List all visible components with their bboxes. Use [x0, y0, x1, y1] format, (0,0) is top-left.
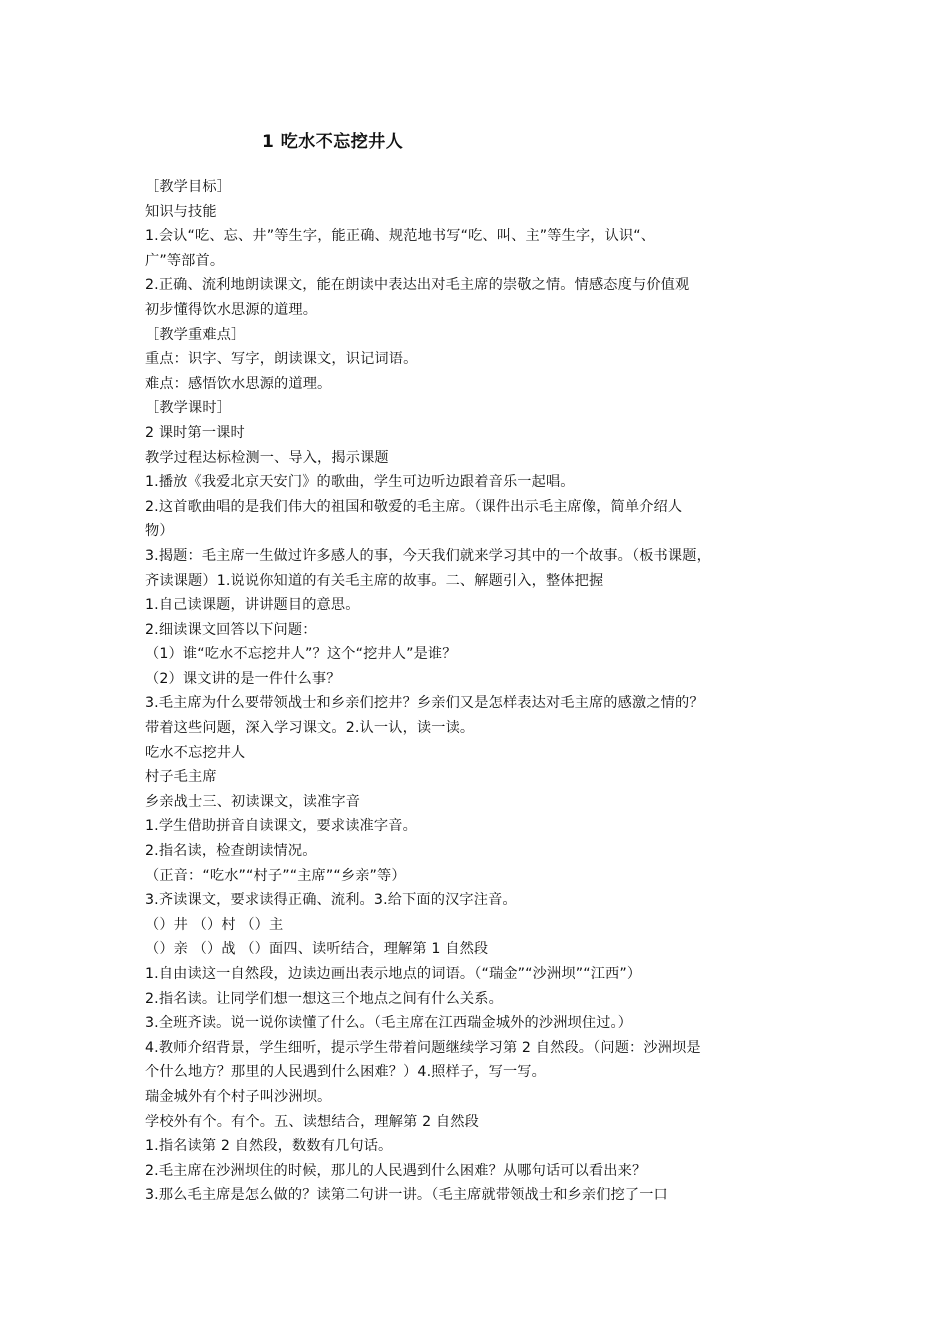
text-line: 3.那么毛主席是怎么做的？读第二句讲一讲。（毛主席就带领战士和乡亲们挖了一口 — [145, 1187, 668, 1204]
text-line: 村子毛主席 — [145, 769, 217, 786]
text-line: （）井 （）村 （）主 — [145, 916, 284, 933]
text-line: 2.正确、流利地朗读课文，能在朗读中表达出对毛主席的崇敬之情。情感态度与价值观 — [145, 277, 690, 294]
text-line: （）亲 （）战 （）面四、读听结合，理解第 1 自然段 — [145, 941, 489, 958]
document-body — [145, 175, 835, 1208]
text-line: 3.齐读课文，要求读得正确、流利。3.给下面的汉字注音。 — [145, 892, 517, 909]
section-heading-teaching-goals: ［教学目标］ — [145, 179, 232, 195]
text-line: 1.自己读课题，讲讲题目的意思。 — [145, 597, 360, 614]
text-line: （正音：“吃水”“村子”“主席”“乡亲”等） — [145, 867, 406, 884]
text-line: 物） — [145, 523, 174, 540]
text-line: 齐读课题）1.说说你知道的有关毛主席的故事。二、解题引入，整体把握 — [145, 572, 604, 589]
text-line: 个什么地方？那里的人民遇到什么困难？）4.照样子，写一写。 — [145, 1064, 546, 1081]
text-line: 2.细读课文回答以下问题： — [145, 621, 317, 638]
text-line: 2 课时第一课时 — [145, 424, 245, 441]
text-line: 广”等部首。 — [145, 252, 225, 269]
section-heading-key-points: ［教学重难点］ — [145, 326, 246, 343]
text-line: 学校外有个。有个。五、读想结合，理解第 2 自然段 — [145, 1113, 479, 1130]
text-line: 1.指名读第 2 自然段，数数有几句话。 — [145, 1138, 393, 1155]
text-line: 1.自由读这一自然段，边读边画出表示地点的词语。（“瑞金”“沙洲坝”“江西”） — [145, 966, 642, 982]
text-line: 带着这些问题，深入学习课文。2.认一认，读一读。 — [145, 720, 475, 737]
text-line: 3.揭题：毛主席一生做过许多感人的事，今天我们就来学习其中的一个故事。（板书课题， — [145, 547, 711, 564]
text-line: 3.毛主席为什么要带领战士和乡亲们挖井？乡亲们又是怎样表达对毛主席的感激之情的？ — [145, 695, 704, 712]
text-line: （2）课文讲的是一件什么事？ — [145, 670, 341, 687]
text-line: 2.指名读。让同学们想一想这三个地点之间有什么关系。 — [145, 990, 503, 1007]
text-line: 重点：识字、写字，朗读课文，识记词语。 — [145, 351, 418, 368]
text-line: 2.毛主席在沙洲坝住的时候，那儿的人民遇到什么困难？从哪句话可以看出来？ — [145, 1162, 647, 1179]
text-line: 乡亲战士三、初读课文，读准字音 — [145, 793, 361, 810]
subheading-knowledge-skills: 知识与技能 — [145, 203, 217, 220]
text-line: 难点：感悟饮水思源的道理。 — [145, 375, 332, 392]
section-heading-class-hours: ［教学课时］ — [145, 400, 232, 417]
text-line: 2.这首歌曲唱的是我们伟大的祖国和敬爱的毛主席。（课件出示毛主席像，简单介绍人 — [145, 498, 683, 515]
text-line: 1.会认“吃、忘、井”等生字，能正确、规范地书写“吃、叫、主”等生字，认识“、 — [145, 228, 656, 245]
text-line: 3.全班齐读。说一说你读懂了什么。（毛主席在江西瑞金城外的沙洲坝住过。） — [145, 1015, 633, 1032]
text-line: 1.播放《我爱北京天安门》的歌曲，学生可边听边跟着音乐一起唱。 — [145, 474, 575, 491]
text-line: 1.学生借助拼音自读课文，要求读准字音。 — [145, 818, 417, 835]
text-line: 4.教师介绍背景，学生细听，提示学生带着问题继续学习第 2 自然段。（问题：沙洲坝是 — [145, 1039, 701, 1056]
text-line: 吃水不忘挖井人 — [145, 744, 246, 761]
text-line: 瑞金城外有个村子叫沙洲坝。 — [145, 1088, 332, 1105]
text-line: （1）谁“吃水不忘挖井人”？这个“挖井人”是谁？ — [145, 646, 457, 663]
text-line: 2.指名读，检查朗读情况。 — [145, 843, 317, 860]
document-title: 1 吃水不忘挖井人 — [262, 132, 404, 152]
text-line: 教学过程达标检测一、导入，揭示课题 — [145, 449, 389, 466]
text-line: 初步懂得饮水思源的道理。 — [145, 301, 318, 318]
